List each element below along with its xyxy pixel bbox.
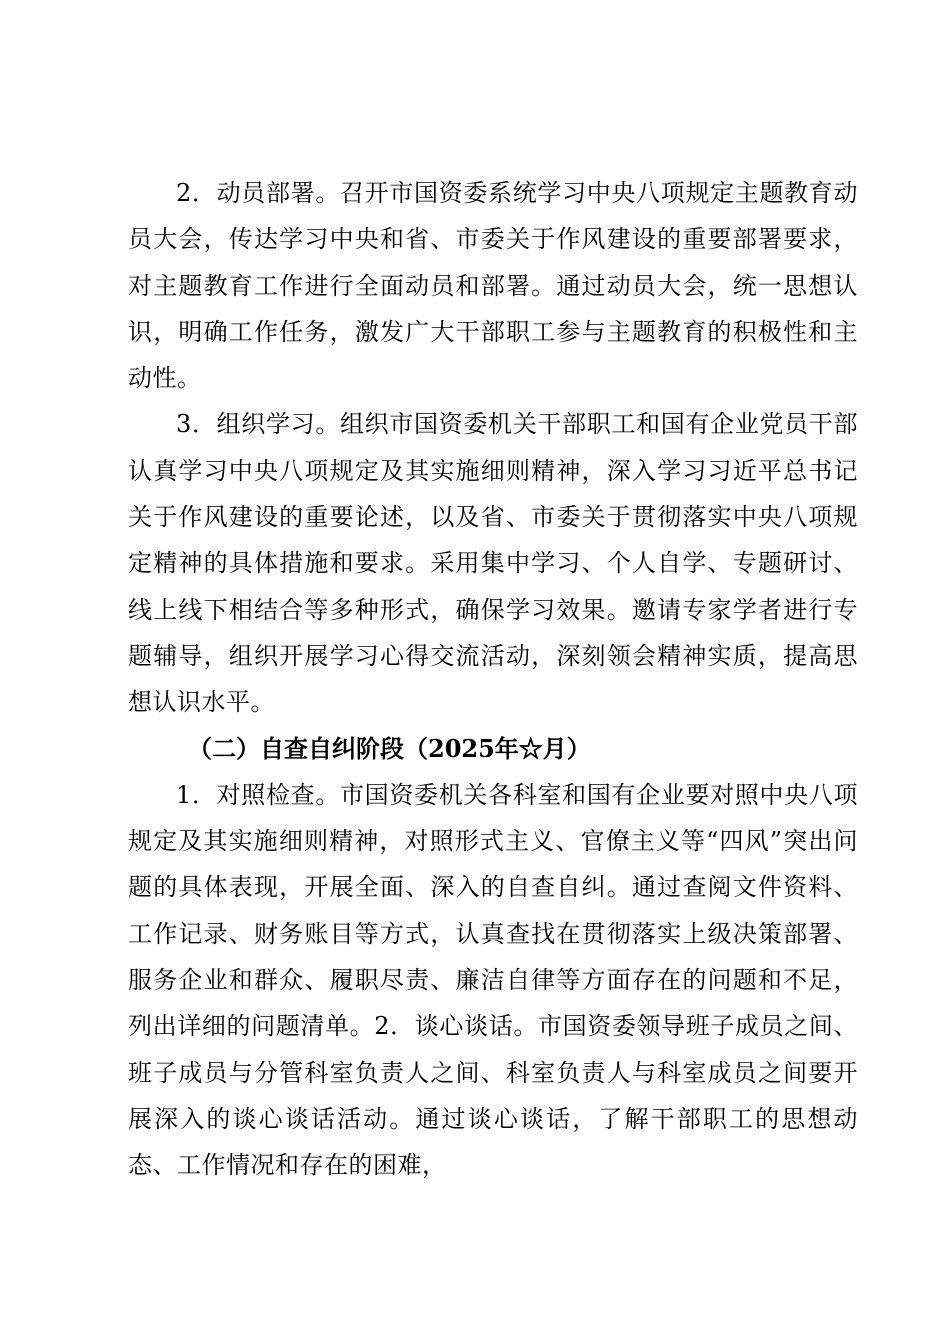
- paragraph-mobilization: 2．动员部署。召开市国资委系统学习中央八项规定主题教育动员大会，传达学习中央和省、市委关于作风建设的重要部署要求，对主题教育工作进行全面动员和部署。通过动员大会，统一思想认识，明确工作任务，激发广大干部职工参与主题教育的积极性和主动性。: [128, 179, 858, 393]
- paragraph-study: 3．组织学习。组织市国资委机关干部职工和国有企业党员干部认真学习中央八项规定及其实施细则精神，深入学习习近平总书记关于作风建设的重要论述，以及省、市委关于贯彻落实中央八项规定精神的具体措施和要求。采用集中学习、个人自学、专题研讨、线上线下相结合等多种形式，确保学习效果。邀请专家学者进行专题辅导，组织开展学习心得交流活动，深刻领会精神实质，提高思想认识水平。: [128, 410, 858, 717]
- paragraph-self-check: 1．对照检查。市国资委机关各科室和国有企业要对照中央八项规定及其实施细则精神，对照形式主义、官僚主义等“四风”突出问题的具体表现，开展全面、深入的自查自纠。通过查阅文件资料、工作记录、财务账目等方式，认真查找在贯彻落实上级决策部署、服务企业和群众、履职尽责、廉洁自律等方面存在的问题和不足，列出详细的问题清单。2．谈心谈话。市国资委领导班子成员之间、班子成员与分管科室负责人之间、科室负责人与科室成员之间要开展深入的谈心谈话活动。通过谈心谈话，了解干部职工的思想动态、工作情况和存在的困难，: [128, 780, 858, 1180]
- document-body: [128, 170, 858, 1189]
- section-heading: （二）自查自纠阶段（2025年☆月）: [188, 733, 591, 763]
